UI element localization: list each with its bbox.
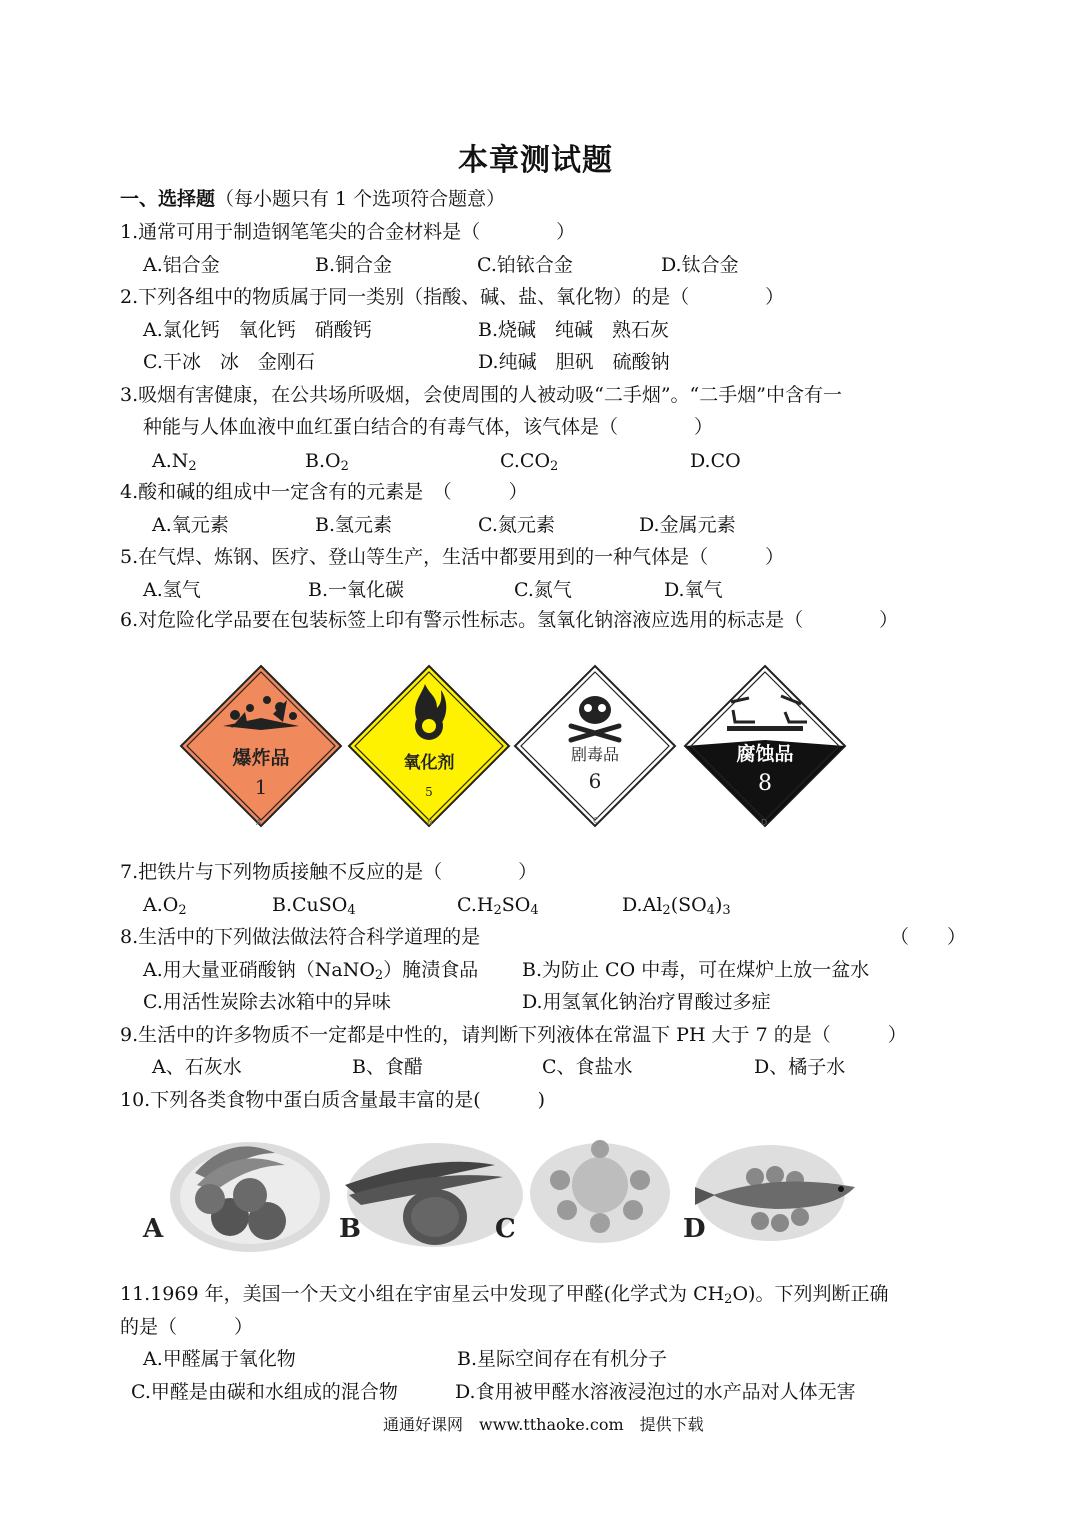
option-text: A.O: [143, 894, 179, 916]
question-5-option-b[interactable]: B.一氧化碳: [308, 579, 405, 601]
question-9-stem: 9.生活中的许多物质不一定都是中性的，请判断下列液体在常温下 PH 大于 7 的是（ ）: [120, 1024, 907, 1046]
question-5-option-d[interactable]: D.氧气: [664, 579, 723, 601]
option-text: ): [714, 894, 723, 916]
food-label-c: C: [495, 1214, 516, 1244]
question-5-option-a[interactable]: A.氢气: [143, 579, 201, 601]
option-text: A.用大量亚硝酸钠（NaNO: [143, 959, 375, 981]
question-11-option-d[interactable]: D.食用被甲醛水溶液浸泡过的水产品对人体无害: [455, 1381, 856, 1403]
option-text: B.O: [305, 450, 341, 472]
question-1-stem: 1.通常可用于制造钢笔笔尖的合金材料是（ ）: [120, 221, 576, 243]
sign-text: 剧毒品: [570, 745, 620, 764]
question-9-option-a[interactable]: A、石灰水: [152, 1056, 242, 1078]
subscript: 2: [724, 1292, 733, 1307]
subscript: 2: [178, 903, 187, 918]
question-1-option-c[interactable]: C.铂铱合金: [477, 254, 573, 276]
section-note: （每小题只有 1 个选项符合题意）: [215, 188, 506, 210]
subscript: 2: [340, 459, 349, 474]
option-text: C.CO: [500, 450, 551, 472]
sign-text: 腐蚀品: [736, 743, 794, 765]
subscript: 2: [493, 903, 502, 918]
question-2-stem: 2.下列各组中的物质属于同一类别（指酸、碱、盐、氧化物）的是（ ）: [120, 286, 785, 308]
question-9-option-b[interactable]: B、食醋: [352, 1056, 423, 1078]
subscript: 4: [706, 903, 715, 918]
question-7-option-b[interactable]: [272, 893, 356, 917]
subscript: 4: [347, 903, 356, 918]
question-1-option-b[interactable]: B.铜合金: [315, 254, 393, 276]
question-1-option-d[interactable]: D.钛合金: [661, 254, 739, 276]
question-2-option-c[interactable]: C.干冰 冰 金刚石: [143, 351, 315, 373]
food-label-a: A: [143, 1214, 164, 1244]
question-9-option-d[interactable]: D、橘子水: [754, 1056, 846, 1078]
sign-number: 8: [758, 771, 772, 796]
question-8-option-c[interactable]: C.用活性炭除去冰箱中的异味: [143, 991, 391, 1013]
subscript: 2: [188, 459, 197, 474]
question-3-stem-line2: 种能与人体血液中血红蛋白结合的有毒气体，该气体是（ ）: [143, 416, 714, 438]
sign-number: 6: [588, 769, 602, 793]
question-8-stem: 8.生活中的下列做法做法符合科学道理的是: [120, 926, 481, 948]
question-11-option-b[interactable]: B.星际空间存在有机分子: [457, 1348, 668, 1370]
rice-plate-icon[interactable]: [530, 1140, 670, 1243]
option-text: C.H: [457, 894, 494, 916]
sign-label-d: D: [761, 818, 768, 827]
question-3-option-d[interactable]: D.CO: [690, 450, 741, 472]
sign-text: 氧化剂: [403, 753, 455, 773]
question-3-stem-line1: 3.吸烟有害健康，在公共场所吸烟，会使周围的人被动吸“二手烟”。“二手烟”中含有一: [120, 384, 842, 406]
question-11-stem-line2: 的是（ ）: [120, 1316, 254, 1338]
question-8-answer-paren: （ ）: [890, 926, 967, 948]
stem-text: 11.1969 年，美国一个天文小组在宇宙星云中发现了甲醛(化学式为 CH: [120, 1283, 725, 1305]
sign-number: 1: [254, 775, 268, 799]
food-label-b: B: [339, 1214, 361, 1244]
sign-label-b: B: [427, 818, 433, 827]
question-9-option-c[interactable]: C、食盐水: [542, 1056, 633, 1078]
question-6-stem: 6.对危险化学品要在包装标签上印有警示性标志。氢氧化钠溶液应选用的标志是（ ）: [120, 609, 899, 631]
food-label-d: D: [683, 1214, 706, 1244]
sign-label-a: A: [256, 818, 262, 827]
option-text: B.CuSO: [272, 894, 348, 916]
question-8-option-d[interactable]: D.用氢氧化钠治疗胃酸过多症: [522, 991, 771, 1013]
question-4-stem: 4.酸和碱的组成中一定含有的元素是 （ ）: [120, 481, 528, 503]
page-title: 本章测试题: [458, 143, 613, 178]
oxidizer-sign-icon[interactable]: [349, 666, 509, 826]
question-10-stem: 10.下列各类食物中蛋白质含量最丰富的是( ): [120, 1089, 546, 1111]
question-4-option-d[interactable]: D.金属元素: [639, 514, 736, 536]
question-1-option-a[interactable]: A.铝合金: [143, 254, 220, 276]
hazard-signs: [175, 660, 855, 830]
fish-plate-icon[interactable]: [695, 1145, 855, 1241]
question-7-stem: 7.把铁片与下列物质接触不反应的是（ ）: [120, 861, 538, 883]
option-text: ）腌渍食品: [383, 959, 479, 981]
question-7-option-a[interactable]: [143, 893, 187, 917]
option-text: D.Al: [622, 894, 663, 916]
question-5-stem: 5.在气焊、炼钢、医疗、登山等生产，生活中都要用到的一种气体是（ ）: [120, 546, 785, 568]
corrosive-sign-icon[interactable]: [685, 666, 845, 826]
question-3-option-c[interactable]: [500, 449, 558, 473]
question-2-option-b[interactable]: B.烧碱 纯碱 熟石灰: [478, 319, 670, 341]
option-text: A.N: [152, 450, 189, 472]
question-8-option-a[interactable]: [143, 958, 478, 982]
subscript: 4: [530, 903, 539, 918]
question-2-option-a[interactable]: A.氯化钙 氧化钙 硝酸钙: [143, 319, 372, 341]
food-images: [135, 1125, 865, 1255]
sign-label-c: C: [593, 816, 599, 825]
sign-text: 爆炸品: [232, 747, 290, 769]
section-title: 一、选择题: [120, 188, 216, 210]
subscript: 2: [662, 903, 671, 918]
subscript: 2: [374, 968, 384, 983]
toxic-sign-icon[interactable]: [515, 666, 675, 826]
footer-text: 通通好课网 www.tthaoke.com 提供下载: [383, 1415, 704, 1434]
subscript: 3: [722, 903, 731, 918]
option-text: SO: [501, 894, 531, 916]
stem-text: O)。下列判断正确: [732, 1283, 889, 1305]
question-11-option-c[interactable]: C.甲醛是由碳和水组成的混合物: [131, 1381, 398, 1403]
question-4-option-b[interactable]: B.氢元素: [315, 514, 393, 536]
question-3-option-a[interactable]: [152, 449, 197, 473]
question-5-option-c[interactable]: C.氮气: [514, 579, 572, 601]
question-2-option-d[interactable]: D.纯碱 胆矾 硫酸钠: [478, 351, 670, 373]
sign-number: 5: [425, 785, 433, 799]
fruit-plate-icon[interactable]: [170, 1142, 330, 1252]
explosive-sign-icon[interactable]: [181, 666, 341, 826]
section-heading: [120, 187, 505, 211]
question-11-stem-line1: [120, 1282, 888, 1306]
option-text: (SO: [670, 894, 707, 916]
question-11-option-a[interactable]: A.甲醛属于氧化物: [143, 1348, 296, 1370]
subscript: 2: [550, 459, 559, 474]
question-4-option-c[interactable]: C.氮元素: [478, 514, 555, 536]
question-3-option-b[interactable]: [305, 449, 349, 473]
question-7-option-c[interactable]: [457, 893, 539, 917]
question-8-option-b[interactable]: B.为防止 CO 中毒，可在煤炉上放一盆水: [522, 959, 870, 981]
question-7-option-d[interactable]: [622, 893, 731, 917]
question-4-option-a[interactable]: A.氧元素: [152, 514, 229, 536]
